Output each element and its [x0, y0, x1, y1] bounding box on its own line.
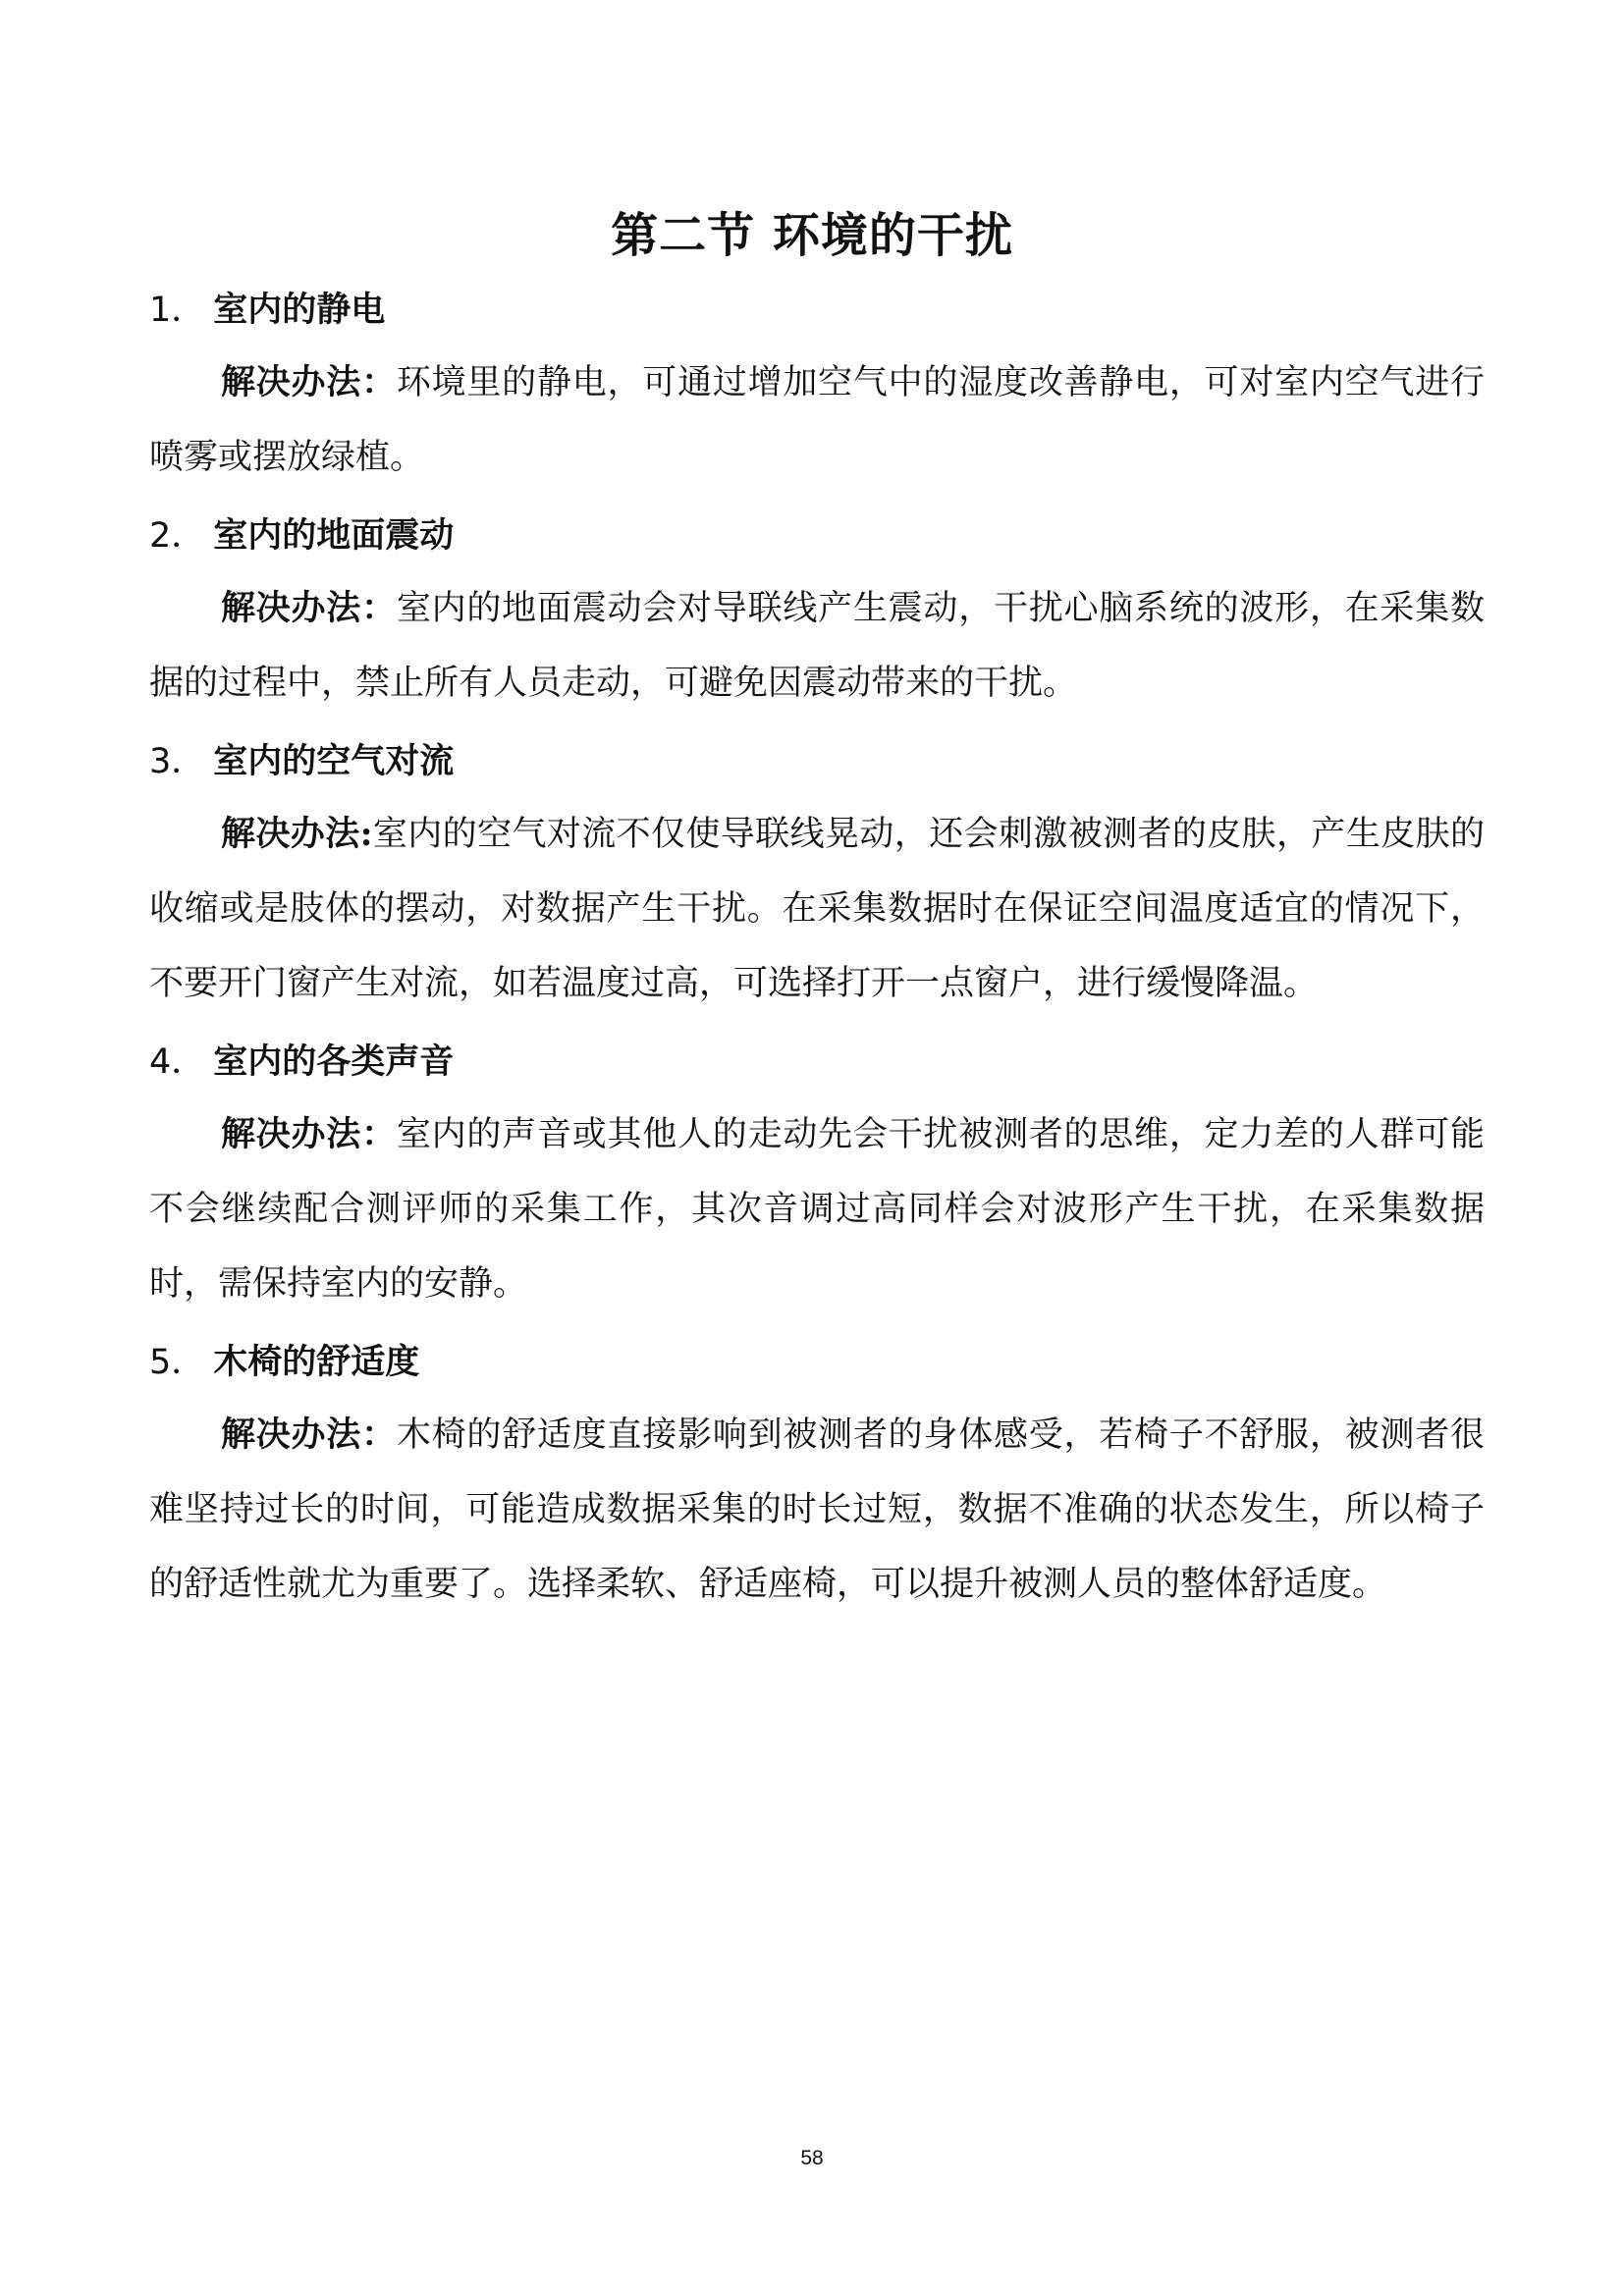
solution-label: 解决办法：: [221, 588, 397, 628]
section-heading: [149, 1031, 1485, 1094]
solution-text: 室内的地面震动会对导联线产生震动，干扰心脑系统的波形，在采集数据的过程中，禁止所有人员走动，可避免因震动带来的干扰。: [149, 589, 1485, 703]
section-air-convection: [149, 730, 1485, 1021]
solution-text: 环境里的静电，可通过增加空气中的湿度改善静电，可对室内空气进行喷雾或摆放绿植。: [149, 363, 1485, 477]
solution-label: 解决办法：: [221, 1114, 397, 1154]
section-floor-vibration: [149, 505, 1485, 721]
section-heading-text: 室内的空气对流: [213, 741, 455, 781]
section-static-electricity: [149, 279, 1485, 495]
section-heading-text: 室内的地面震动: [213, 515, 455, 556]
section-chair-comfort: [149, 1331, 1485, 1622]
section-heading-text: 木椅的舒适度: [213, 1342, 420, 1382]
solution-paragraph: [149, 571, 1485, 721]
page-number: 58: [800, 2147, 824, 2169]
solution-paragraph: [149, 346, 1485, 495]
section-heading: [149, 279, 1485, 342]
page-title: 第二节 环境的干扰: [611, 208, 1013, 263]
section-heading: [149, 730, 1485, 793]
section-indoor-sounds: [149, 1031, 1485, 1321]
solution-label: 解决办法:: [221, 814, 373, 854]
solution-text: 木椅的舒适度直接影响到被测者的身体感受，若椅子不舒服，被测者很难坚持过长的时间，可能造成数据采集的时长过短，数据不准确的状态发生，所以椅子的舒适性就尤为重要了。选择柔软、舒适座椅，可以提升被测人员的整体舒适度。: [149, 1415, 1485, 1604]
solution-paragraph: [149, 1097, 1485, 1321]
section-heading-text: 室内的静电: [213, 290, 386, 330]
section-heading: [149, 1331, 1485, 1394]
solution-text: 室内的声音或其他人的走动先会干扰被测者的思维，定力差的人群可能不会继续配合测评师的采集工作，其次音调过高同样会对波形产生干扰，在采集数据时，需保持室内的安静。: [149, 1115, 1485, 1304]
section-heading-text: 室内的各类声音: [213, 1041, 455, 1082]
page-content: [149, 279, 1485, 1631]
section-number: 1．: [149, 291, 206, 330]
section-number: 5．: [149, 1343, 206, 1382]
solution-paragraph: [149, 1398, 1485, 1622]
section-number: 2．: [149, 516, 206, 556]
solution-label: 解决办法：: [221, 362, 397, 402]
solution-label: 解决办法：: [221, 1415, 397, 1455]
solution-paragraph: [149, 797, 1485, 1021]
section-heading: [149, 505, 1485, 567]
section-number: 4．: [149, 1042, 206, 1082]
solution-text: 室内的空气对流不仅使导联线晃动，还会刺激被测者的皮肤，产生皮肤的收缩或是肢体的摆动，对数据产生干扰。在采集数据时在保证空间温度适宜的情况下，不要开门窗产生对流，如若温度过高，可选择打开一点窗户，进行缓慢降温。: [149, 815, 1485, 1003]
section-number: 3．: [149, 742, 206, 781]
